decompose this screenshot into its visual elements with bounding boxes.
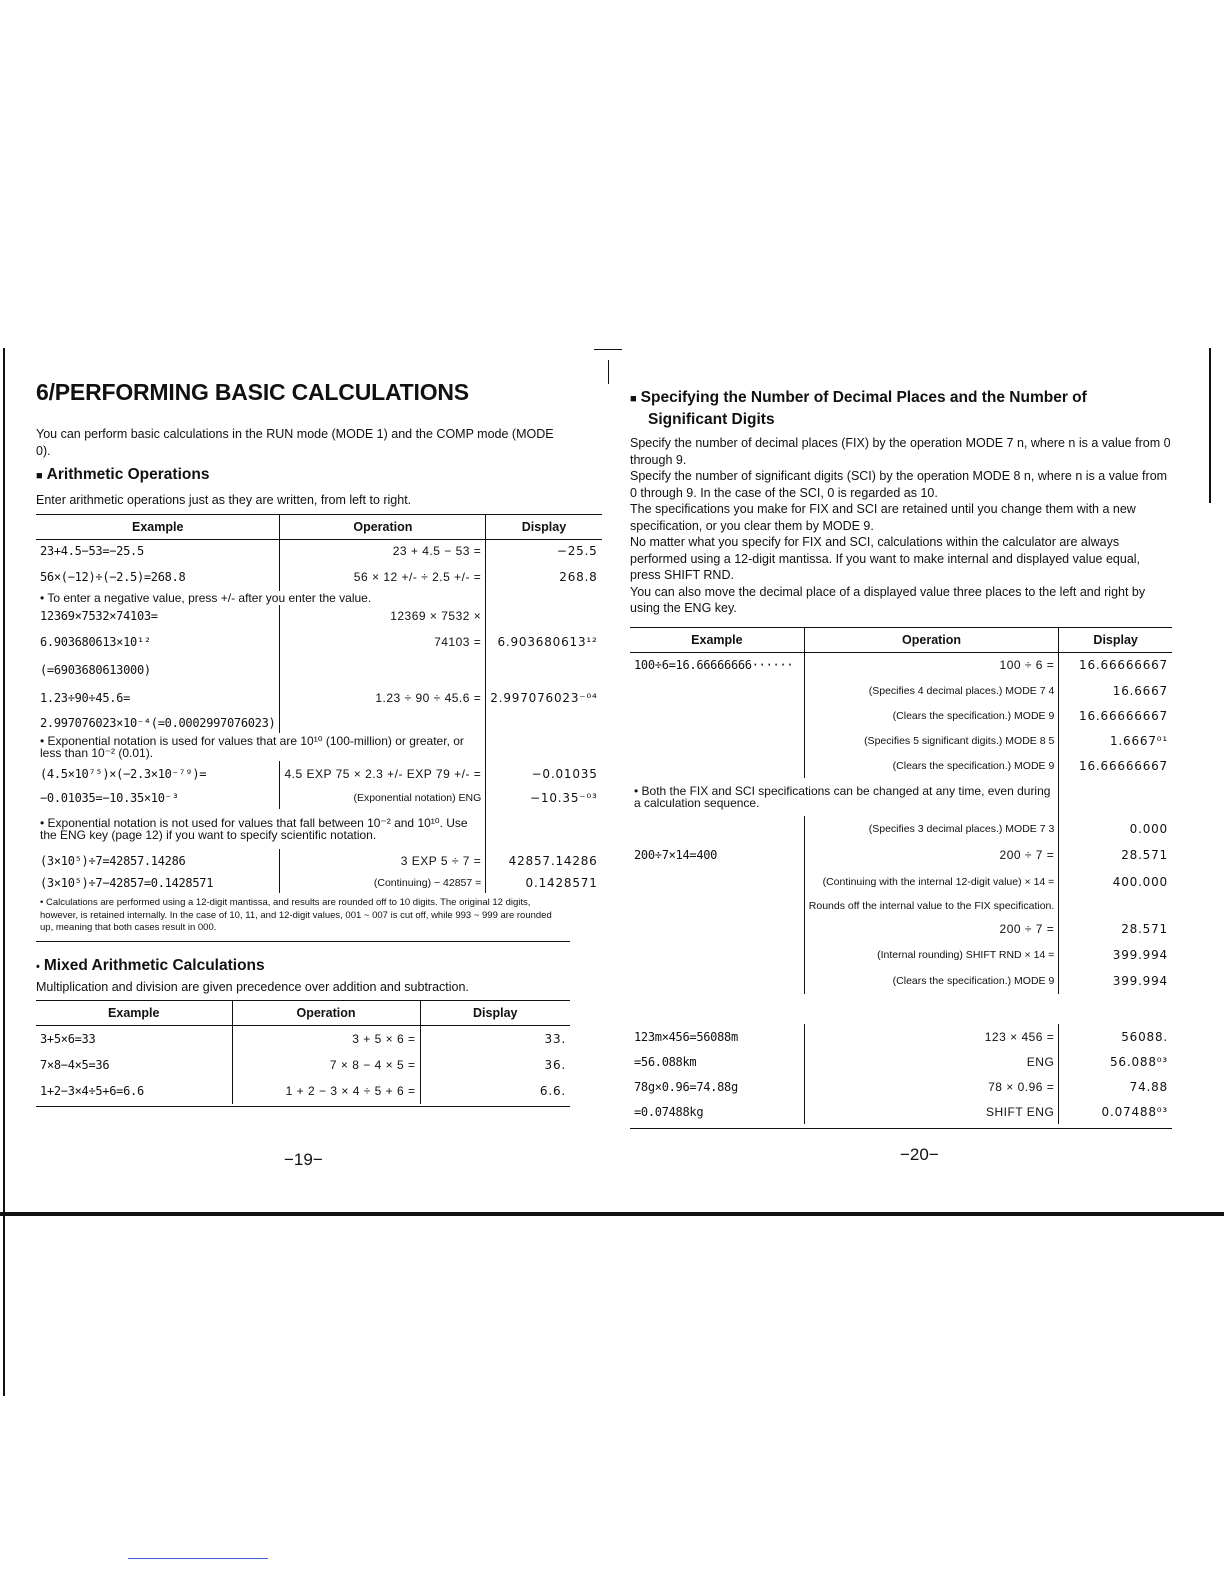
example-cell: (3×10⁵)÷7−42857=0.1428571 [36, 873, 280, 893]
example-cell [630, 942, 804, 968]
operation-cell: 1 + 2 − 3 × 4 ÷ 5 + 6 = [232, 1078, 420, 1104]
example-cell: (3×10⁵)÷7=42857.14286 [36, 849, 280, 873]
display-cell: 268.8 [559, 570, 598, 584]
col-header-display: Display [420, 1001, 570, 1026]
arith-heading: ■ Arithmetic Operations [36, 466, 210, 483]
table-row [630, 1100, 1172, 1124]
table-row [630, 678, 1172, 704]
display-cell [486, 657, 602, 683]
operation-cell: 100 ÷ 6 = [804, 652, 1059, 678]
footnote: • Calculations are performed using a 12-digit mantissa, and results are rounded off to 10 digits. The original 12 digits, however, is retained internally. In the case of 10, 11, and 12-digit values, 001 ~ 007 is cut off, while 993 ~ 999 are rounded up, meaning that both cases result in 000. [36, 897, 570, 942]
example-cell: =0.07488kg [630, 1100, 804, 1124]
example-cell [630, 678, 804, 704]
operation-cell: 3 EXP 5 ÷ 7 = [280, 849, 486, 873]
table-row [630, 1050, 1172, 1074]
example-cell: 123m×456=56088m [630, 1024, 804, 1050]
operation-cell: 3 + 5 × 6 = [232, 1026, 420, 1052]
square-bullet-icon: ■ [36, 470, 43, 482]
fix-sci-heading-line2: Significant Digits [648, 411, 775, 428]
page-number-right: −20− [900, 1145, 939, 1164]
para-fix: Specify the number of decimal places (FIX) by the operation MODE 7 n, where n is a value from 0 through 9. [630, 436, 1171, 467]
fix-sci-table-bottom-rule [630, 1128, 1172, 1129]
display-cell: 33. [544, 1031, 566, 1046]
example-cell: 2.997076023×10⁻⁴(=0.0002997076023) [36, 713, 280, 733]
display-cell: 56.088⁰³ [1109, 1055, 1168, 1069]
table-row [630, 1074, 1172, 1100]
para-eng: You can also move the decimal place of a displayed value three places to the left and right by using the ENG key. [630, 584, 1146, 615]
spacer-cell [630, 994, 1172, 1024]
table-note: • To enter a negative value, press +/- after you enter the value. [36, 591, 486, 605]
table-row [630, 896, 1172, 916]
page-number-left: −19− [284, 1150, 323, 1169]
fix-sci-heading: ■ Specifying the Number of Decimal Places and the Number of [630, 389, 1087, 406]
mixed-intro: Multiplication and division are given precedence over addition and subtraction. [36, 979, 469, 994]
operation-cell: (Exponential notation) ENG [280, 787, 486, 809]
empty-cell [1059, 778, 1172, 816]
table-row [36, 657, 602, 683]
example-cell [630, 896, 804, 916]
col-header-example: Example [36, 1001, 232, 1026]
example-cell: 7×8−4×5=36 [36, 1052, 232, 1078]
display-cell: 0.000 [1129, 822, 1168, 836]
table-row [36, 539, 602, 563]
table-row [630, 916, 1172, 942]
table-row [630, 942, 1172, 968]
table-header-row [630, 627, 1172, 652]
empty-cell [486, 809, 602, 849]
operation-cell: Rounds off the internal value to the FIX specification. [804, 896, 1059, 916]
col-header-example: Example [630, 627, 804, 652]
example-cell: 56×(−12)÷(−2.5)=268.8 [36, 563, 280, 591]
example-cell: 78g×0.96=74.88g [630, 1074, 804, 1100]
example-cell [630, 816, 804, 842]
operation-cell: 1.23 ÷ 90 ÷ 45.6 = [280, 683, 486, 713]
arith-table-body [36, 539, 602, 893]
table-note: • Exponential notation is used for values that are 10¹⁰ (100-million) or greater, or less than 10⁻² (0.01). [36, 733, 486, 761]
mixed-table [36, 1000, 570, 1104]
display-cell: 6.903680613¹² [497, 635, 598, 649]
example-cell [630, 868, 804, 896]
table-row [36, 873, 602, 893]
table-row [630, 868, 1172, 896]
display-cell: −0.01035 [531, 767, 598, 781]
fix-sci-table [630, 627, 1172, 1125]
table-row [36, 683, 602, 713]
example-cell: 3+5×6=33 [36, 1026, 232, 1052]
example-cell: (=6903680613000) [36, 657, 280, 683]
display-cell: 400.000 [1112, 875, 1168, 889]
display-cell: 2.997076023⁻⁰⁴ [490, 691, 598, 705]
example-cell [630, 754, 804, 778]
operation-cell: 56 × 12 +/- ÷ 2.5 +/- = [280, 563, 486, 591]
table-note: • Exponential notation is not used for values that fall between 10⁻² and 10¹⁰. Use the ENG key (page 12) if you want to specify scientific notation. [36, 809, 486, 849]
display-cell: 6.6. [539, 1083, 566, 1098]
display-cell: −10.35⁻⁰³ [530, 791, 598, 805]
operation-cell: 23 + 4.5 − 53 = [280, 539, 486, 563]
operation-cell: 7 × 8 − 4 × 5 = [232, 1052, 420, 1078]
col-header-example: Example [36, 514, 280, 539]
display-cell: 74.88 [1129, 1080, 1168, 1094]
table-note-row [36, 591, 602, 605]
example-cell: =56.088km [630, 1050, 804, 1074]
operation-cell: (Internal rounding) SHIFT RND × 14 = [804, 942, 1059, 968]
operation-cell: (Specifies 3 decimal places.) MODE 7 3 [804, 816, 1059, 842]
table-row [630, 1024, 1172, 1050]
display-cell: 1.6667⁰¹ [1109, 734, 1168, 748]
col-header-operation: Operation [280, 514, 486, 539]
empty-cell [486, 733, 602, 761]
display-cell: 16.6667 [1112, 684, 1168, 698]
col-header-display: Display [1059, 627, 1172, 652]
operation-cell [280, 657, 486, 683]
table-note-row [630, 778, 1172, 816]
mixed-table-bottom-rule [36, 1106, 570, 1107]
display-cell: 36. [544, 1057, 566, 1072]
operation-cell: 4.5 EXP 75 × 2.3 +/- EXP 79 +/- = [280, 761, 486, 787]
example-cell [630, 704, 804, 728]
bottom-edge-line [0, 1212, 1224, 1216]
table-row [630, 728, 1172, 754]
example-cell [630, 728, 804, 754]
arith-intro: Enter arithmetic operations just as they are written, from left to right. [36, 493, 412, 507]
example-cell [630, 916, 804, 942]
operation-cell: 12369 × 7532 × [280, 605, 486, 627]
table-row [630, 754, 1172, 778]
table-header-row [36, 1001, 570, 1026]
example-cell: 100÷6=16.66666666······ [630, 652, 804, 678]
operation-cell: (Specifies 5 significant digits.) MODE 8 5 [804, 728, 1059, 754]
right-page [630, 388, 1172, 1129]
table-note: • Both the FIX and SCI specifications can be changed at any time, even during a calculation sequence. [630, 778, 1059, 816]
table-row [630, 816, 1172, 842]
col-header-operation: Operation [232, 1001, 420, 1026]
table-row [36, 563, 602, 591]
operation-cell: 200 ÷ 7 = [804, 916, 1059, 942]
chapter-title: 6/PERFORMING BASIC CALCULATIONS [36, 379, 469, 405]
operation-cell: 78 × 0.96 = [804, 1074, 1059, 1100]
center-fold-line [608, 360, 609, 384]
example-cell: 1.23÷90÷45.6= [36, 683, 280, 713]
operation-cell: (Clears the specification.) MODE 9 [804, 754, 1059, 778]
right-margin-line [1209, 348, 1211, 503]
display-cell: 16.66666667 [1079, 709, 1168, 723]
display-cell [486, 605, 602, 627]
table-header-row [36, 514, 602, 539]
table-row [36, 627, 602, 657]
col-header-operation: Operation [804, 627, 1059, 652]
table-row [36, 849, 602, 873]
operation-cell: 200 ÷ 7 = [804, 842, 1059, 868]
table-row [630, 704, 1172, 728]
example-cell [630, 968, 804, 994]
example-cell: 6.903680613×10¹² [36, 627, 280, 657]
operation-cell: (Clears the specification.) MODE 9 [804, 704, 1059, 728]
operation-cell: 123 × 456 = [804, 1024, 1059, 1050]
example-cell: 12369×7532×74103= [36, 605, 280, 627]
table-note-row [36, 809, 602, 849]
display-cell: 28.571 [1121, 922, 1168, 936]
table-row [36, 1026, 570, 1052]
table-row [630, 994, 1172, 1024]
table-row [36, 713, 602, 733]
display-cell: −25.5 [556, 544, 598, 559]
para-sci: Specify the number of significant digits (SCI) by the operation MODE 8 n, where n is a value from 0 through 9. In the case of the SCI, 0 is regarded as 10. [630, 469, 1168, 500]
empty-cell [486, 591, 602, 605]
operation-cell: ENG [804, 1050, 1059, 1074]
example-cell: 200÷7×14=400 [630, 842, 804, 868]
table-row [36, 761, 602, 787]
operation-cell: SHIFT ENG [804, 1100, 1059, 1124]
display-cell: 16.66666667 [1079, 759, 1168, 773]
table-row [630, 968, 1172, 994]
display-cell: 0.07488⁰³ [1101, 1105, 1168, 1119]
dot-bullet-icon: • [36, 960, 40, 973]
display-cell: 399.994 [1112, 974, 1168, 988]
table-row [36, 787, 602, 809]
table-row [36, 605, 602, 627]
blue-rule [128, 1558, 268, 1559]
table-row [630, 652, 1172, 678]
operation-cell: 74103 = [280, 627, 486, 657]
table-row [36, 1078, 570, 1104]
display-cell [1059, 896, 1172, 916]
table-row [36, 1052, 570, 1078]
col-header-display: Display [486, 514, 602, 539]
para-mantissa: No matter what you specify for FIX and SCI, calculations within the calculator are always performed using a 12-digit mantissa. If you want to make internal and displayed value equal, press SHIFT RND. [630, 535, 1141, 582]
display-cell: 399.994 [1112, 948, 1168, 962]
example-cell: 23+4.5−53=−25.5 [36, 539, 280, 563]
table-note-row [36, 733, 602, 761]
fix-sci-table-body [630, 652, 1172, 1124]
intro-text: You can perform basic calculations in the RUN mode (MODE 1) and the COMP mode (MODE 0). [36, 427, 554, 458]
operation-cell: (Specifies 4 decimal places.) MODE 7 4 [804, 678, 1059, 704]
mixed-heading: • Mixed Arithmetic Calculations [36, 956, 265, 974]
table-row [630, 842, 1172, 868]
left-margin-line [3, 348, 5, 1396]
operation-cell: (Clears the specification.) MODE 9 [804, 968, 1059, 994]
display-cell: 28.571 [1121, 848, 1168, 862]
example-cell: (4.5×10⁷⁵)×(−2.3×10⁻⁷⁹)= [36, 761, 280, 787]
mixed-table-body [36, 1026, 570, 1104]
square-bullet-icon: ■ [630, 393, 637, 405]
example-cell: 1+2−3×4÷5+6=6.6 [36, 1078, 232, 1104]
operation-cell [280, 713, 486, 733]
display-cell: 16.66666667 [1079, 658, 1168, 673]
operation-cell: (Continuing with the internal 12-digit value) × 14 = [804, 868, 1059, 896]
operation-cell: (Continuing) − 42857 = [280, 873, 486, 893]
display-cell: 42857.14286 [508, 854, 598, 868]
display-cell: 0.1428571 [525, 876, 598, 890]
arith-table [36, 514, 602, 894]
para-retained: The specifications you make for FIX and SCI are retained until you change them with a new specification, or you clear them by MODE 9. [630, 502, 1136, 533]
display-cell [486, 713, 602, 733]
center-fold-tick [594, 349, 622, 350]
left-page [36, 378, 598, 1107]
display-cell: 56088. [1121, 1030, 1168, 1044]
example-cell: −0.01035=−10.35×10⁻³ [36, 787, 280, 809]
